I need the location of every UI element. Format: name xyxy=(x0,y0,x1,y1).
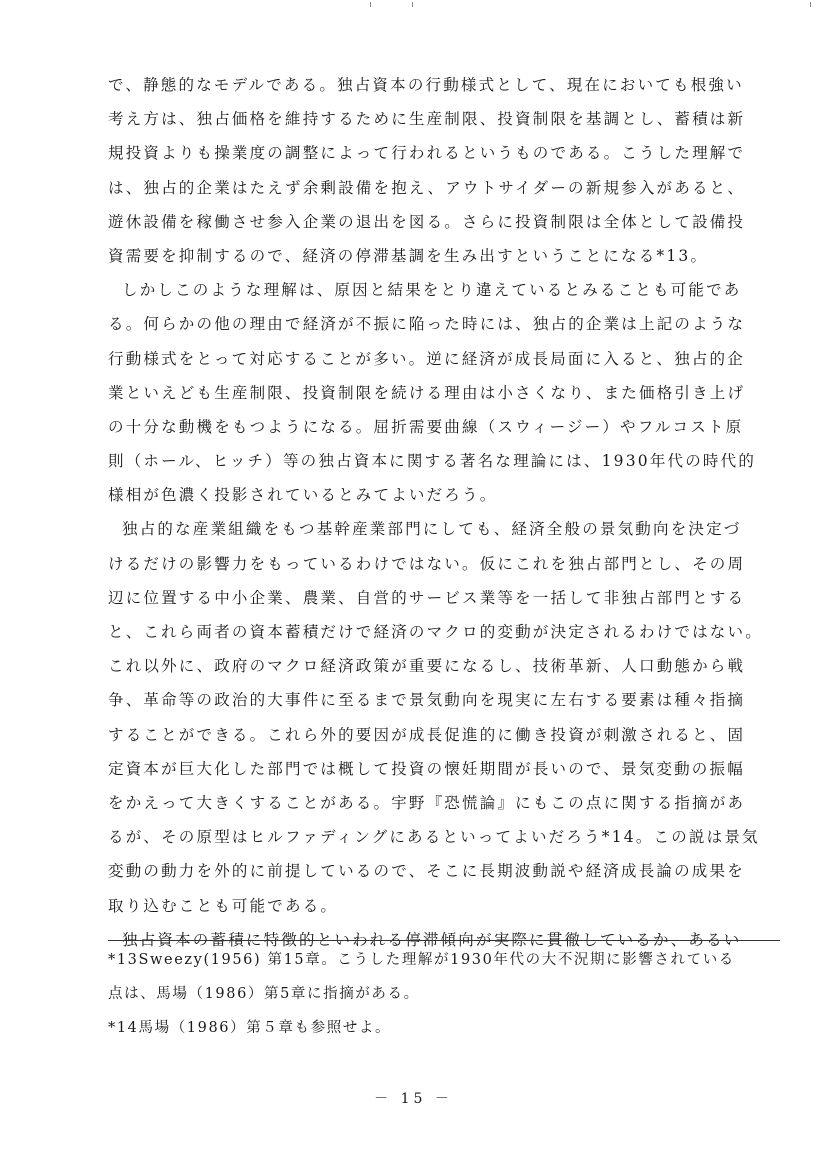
body-line: 則（ホール、ヒッチ）等の独占資本に関する著名な理論には、1930年代の時代的 xyxy=(108,452,757,471)
body-line: る。何らかの他の理由で経済が不振に陥った時には、独占的企業は上記のような xyxy=(108,315,746,334)
body-text xyxy=(108,68,780,957)
scan-artifact-mark xyxy=(370,2,371,7)
body-line: 行動様式をとって対応することが多い。逆に経済が成長局面に入ると、独占的企 xyxy=(108,349,745,368)
body-line: 様相が色濃く投影されているとみてよいだろう。 xyxy=(108,486,498,505)
scan-artifact-mark xyxy=(810,2,811,7)
scan-artifact-mark xyxy=(412,2,413,7)
footnote-line: *13Sweezy(1956) 第15章。こうした理解が1930年代の大不況期に影響されている xyxy=(108,952,735,968)
footnote-divider xyxy=(108,940,780,941)
body-line: 資需要を抑制するので、経済の停滞基調を生み出すということになる*13。 xyxy=(108,246,709,265)
body-line: 定資本が巨大化した部門では概して投資の懐妊期間が長いので、景気変動の振幅 xyxy=(108,759,745,778)
footnote-line: 点は、馬場（1986）第5章に指摘がある。 xyxy=(108,986,420,1002)
body-line: けるだけの影響力をもっているわけではない。仮にこれを独占部門とし、その周 xyxy=(108,554,746,573)
body-line: 業といえども生産制限、投資制限を続ける理由は小さくなり、また価格引き上げ xyxy=(108,383,746,402)
footnotes xyxy=(108,943,780,1045)
body-line: で、静態的なモデルである。独占資本の行動様式として、現在においても根強い xyxy=(108,76,744,94)
body-line: することができる。これら外的要因が成長促進的に働き投資が刺激されると、固 xyxy=(108,725,746,744)
body-line: 遊休設備を稼働させ参入企業の退出を図る。さらに投資制限は全体として設備投 xyxy=(108,212,746,231)
body-line: 独占資本の蓄積に特徴的といわれる停滞傾向が実際に貫徹しているか、あるい xyxy=(122,930,742,949)
body-line: 規投資よりも操業度の調整によって行われるというものである。こうした理解で xyxy=(108,144,746,163)
body-line: は、独占的企業はたえず余剰設備を抱え、アウトサイダーの新規参入があると、 xyxy=(108,178,746,197)
body-line: 独占的な産業組織をもつ基幹産業部門にしても、経済全般の景気動向を決定づ xyxy=(122,520,742,539)
body-line: 考え方は、独占価格を維持するために生産制限、投資制限を基調とし、蓄積は新 xyxy=(108,110,746,129)
body-line: 取り込むことも可能である。 xyxy=(108,896,339,915)
body-line: 変動の動力を外的に前提しているので、そこに長期波動説や経済成長論の成果を xyxy=(108,862,745,881)
body-line: 争、革命等の政治的大事件に至るまで景気動向を現実に左右する要素は種々指摘 xyxy=(108,691,746,710)
body-line: これ以外に、政府のマクロ経済政策が重要になるし、技術革新、人口動態から戦 xyxy=(108,657,746,676)
page-number: － 15 － xyxy=(374,1091,453,1107)
footnote-line: *14馬場（1986）第５章も参照せよ。 xyxy=(108,1020,392,1036)
body-line: と、これら両者の資本蓄積だけで経済のマクロ的変動が決定されるわけではない。 xyxy=(108,623,763,641)
body-line: しかしこのような理解は、原因と結果をとり違えているとみることも可能であ xyxy=(122,281,742,300)
body-line: の十分な動機をもつようになる。屈折需要曲線（スウィージー）やフルコスト原 xyxy=(108,417,744,436)
body-line: 辺に位置する中小企業、農業、自営的サービス業等を一括して非独占部門とする xyxy=(108,588,746,607)
body-line: をかえって大きくすることがある。宇野『恐慌論』にもこの点に関する指摘があ xyxy=(108,793,746,812)
body-line: るが、その原型はヒルファディングにあるといってよいだろう*14。この説は景気 xyxy=(108,828,760,847)
